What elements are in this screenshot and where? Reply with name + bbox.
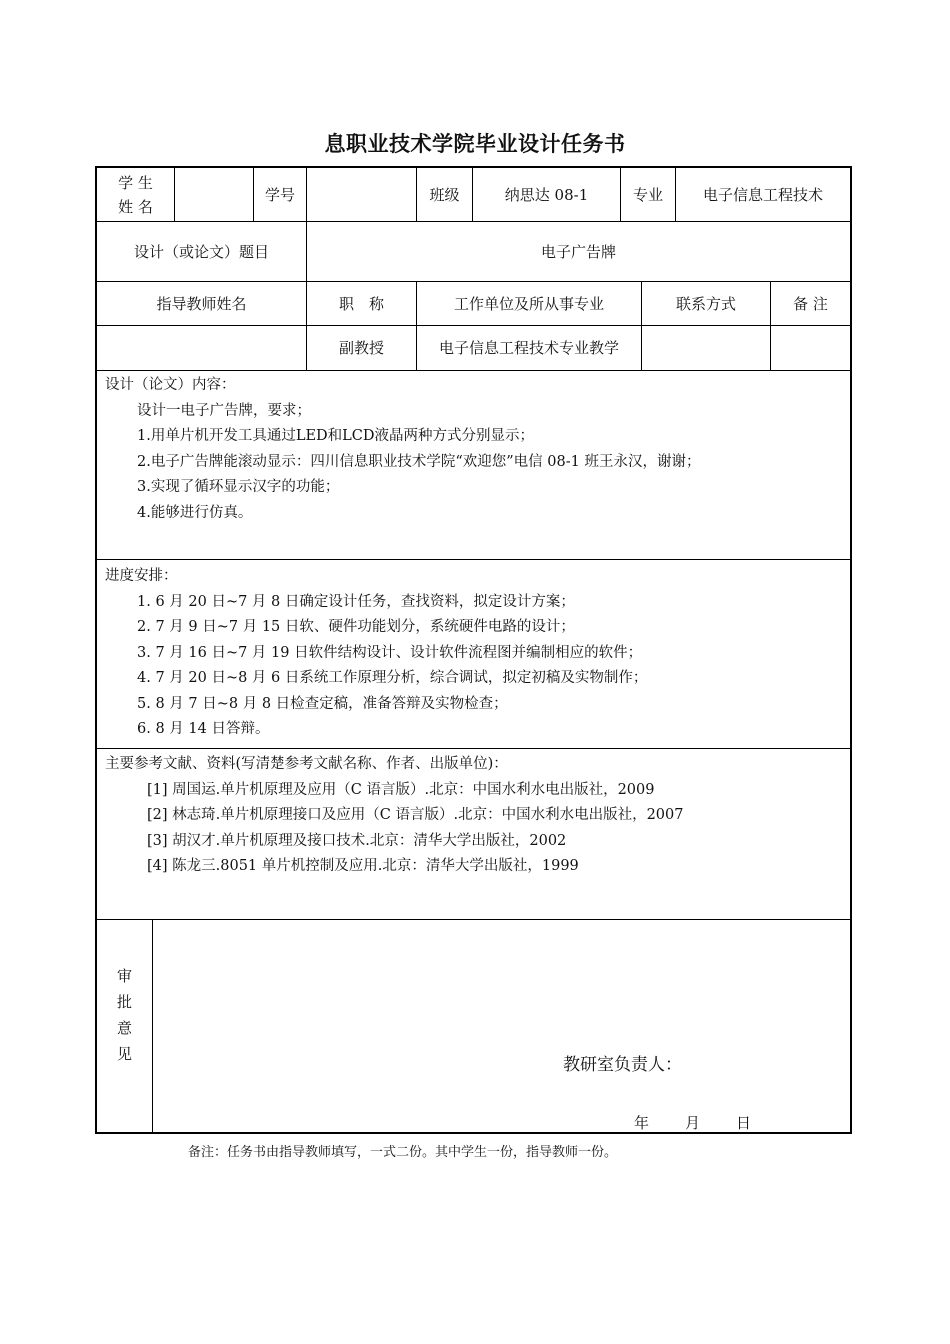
advisor-title-value: 副教授 <box>338 339 384 357</box>
major-label: 专业 <box>632 185 663 204</box>
advisor-unit-header: 工作单位及所从事专业 <box>453 294 604 313</box>
advisor-name-header: 指导教师姓名 <box>156 294 247 313</box>
student-id-label: 学号 <box>264 185 295 204</box>
content-line: 设计一电子广告牌，要求； <box>137 402 311 419</box>
student-name-value[interactable] <box>175 168 253 221</box>
advisor-contact-header: 联系方式 <box>675 294 736 313</box>
reference-line: [1] 周国运.单片机原理及应用（C 语言版）.北京：中国水利水电出版社，2009 <box>147 781 655 798</box>
page-title: 息职业技术学院毕业设计任务书 <box>324 132 626 156</box>
approval-label: 审 批 意 见 <box>116 967 132 1063</box>
content-line: 1.用单片机开发工具通过LED和LCD液晶两种方式分别显示； <box>137 428 535 444</box>
section-heading: 设计（论文）内容： <box>105 377 236 393</box>
content-line: 2.电子广告牌能滚动显示：四川信息职业技术学院“欢迎您”电信 08-1 班王永汉，谢谢； <box>137 453 701 470</box>
schedule-line: 3. 7 月 16 日~7 月 19 日软件结构设计、设计软件流程图并编制相应的软件； <box>137 644 643 661</box>
schedule-line: 6. 8 月 14 日答辩。 <box>137 721 270 737</box>
design-content-section <box>105 373 845 526</box>
student-id-value[interactable] <box>307 168 416 221</box>
row-divider <box>97 370 850 371</box>
advisor-remark-header: 备 注 <box>793 294 828 313</box>
section-heading: 主要参考文献、资料(写清楚参考文献名称、作者、出版单位)： <box>105 756 508 772</box>
class-label: 班级 <box>429 185 460 204</box>
topic-value: 电子广告牌 <box>540 242 616 261</box>
topic-label: 设计（或论文）题目 <box>133 242 269 261</box>
student-name-label: 学 生 姓 名 <box>118 173 153 216</box>
advisor-name-value[interactable] <box>97 326 306 370</box>
col-divider <box>152 919 153 1134</box>
references-section <box>105 752 845 880</box>
row-divider <box>97 559 850 560</box>
row-divider <box>97 748 850 749</box>
advisor-unit-value: 电子信息工程技术专业教学 <box>438 339 619 357</box>
footnote: 备注：任务书由指导教师填写，一式二份。其中学生一份，指导教师一份。 <box>188 1145 618 1160</box>
section-heading: 进度安排： <box>105 568 178 584</box>
approval-signer-label: 教研室负责人： <box>563 1055 682 1075</box>
class-value: 纳思达 08-1 <box>504 185 589 204</box>
schedule-line: 1. 6 月 20 日~7 月 8 日确定设计任务，查找资料，拟定设计方案； <box>137 593 575 610</box>
schedule-section <box>105 564 845 743</box>
schedule-line: 5. 8 月 7 日~8 月 8 日检查定稿，准备答辩及实物检查； <box>137 695 508 712</box>
task-form-table <box>95 166 852 1134</box>
reference-line: [4] 陈龙三.8051 单片机控制及应用.北京：清华大学出版社，1999 <box>147 858 579 874</box>
major-value: 电子信息工程技术 <box>702 185 823 204</box>
row-divider <box>97 919 850 920</box>
reference-line: [3] 胡汉才.单片机原理及接口技术.北京：清华大学出版社，2002 <box>147 832 567 849</box>
content-line: 3.实现了循环显示汉字的功能； <box>137 479 340 495</box>
schedule-line: 2. 7 月 9 日~7 月 15 日软、硬件功能划分，系统硬件电路的设计； <box>137 619 575 635</box>
content-line: 4.能够进行仿真。 <box>137 504 253 521</box>
advisor-title-header: 职 称 <box>338 294 384 313</box>
advisor-contact-value[interactable] <box>642 326 770 370</box>
reference-line: [2] 林志琦.单片机原理接口及应用（C 语言版）.北京：中国水利水电出版社，2007 <box>147 807 684 823</box>
schedule-line: 4. 7 月 20 日~8 月 6 日系统工作原理分析，综合调试，拟定初稿及实物制作； <box>137 670 648 686</box>
approval-date: 年 月 日 <box>634 1114 754 1132</box>
advisor-remark-value[interactable] <box>771 326 850 370</box>
